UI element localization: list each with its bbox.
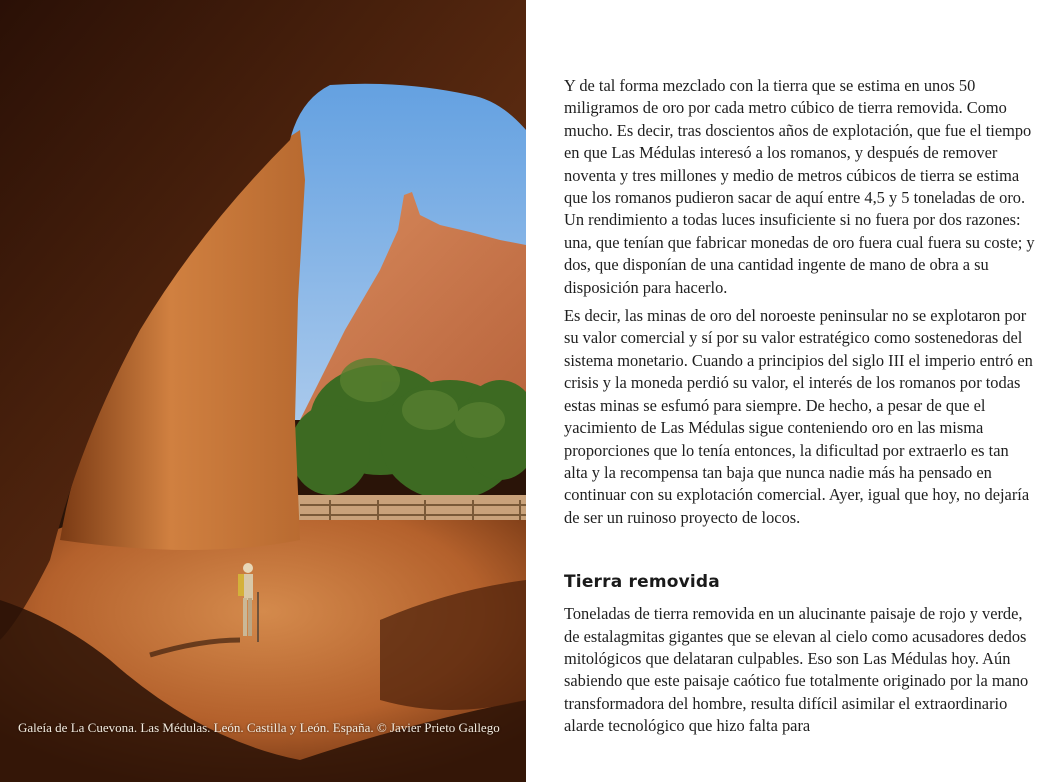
section-heading: Tierra removida (564, 572, 720, 593)
photo-caption: Galeía de La Cuevona. Las Médulas. León. Castilla y León. España. © Javier Prieto Gallego (18, 720, 500, 735)
article-paragraph: Es decir, las minas de oro del noroeste peninsular no se explotaron por su valor comercial y sí por su valor estratégico como sostenedoras del sistema monetario. Cuando a principios del siglo III el imperio entró en crisis y la moneda perdió su valor, el interés de los romanos por todas estas minas se esfumó para siempre. De hecho, a pesar de que el yacimiento de Las Médulas sigue conteniendo oro en las misma proporciones que lo tenía entonces, la dificultad por extraerlo es tan alta y la recompensa tan baja que nunca nadie más ha pensado en continuar con su explotación comercial. Ayer, igual que hoy, no dejaría de ser un ruinoso proyecto de locos. (564, 306, 1033, 527)
article-paragraph: Toneladas de tierra removida en un alucinante paisaje de rojo y verde, de estalagmitas gigantes que se elevan al cielo como acusadores dedos mitológicos que delataran culpables. Eso son Las Médulas hoy. Aún sabiendo que este paisaje caótico fue totalmente originado por la mano transformadora del hombre, resulta difícil asimilar el extraordinario alarde tecnológico que hizo falta para (564, 604, 1029, 736)
article-column (564, 75, 1036, 744)
text-page (526, 0, 1050, 782)
article-paragraph: Y de tal forma mezclado con la tierra que se estima en unos 50 miligramos de oro por cada metro cúbico de tierra removida. Como mucho. Es decir, tras doscientos años de explotación, que fue el tiempo en que Las Médulas interesó a los romanos, y después de remover noventa y tres millones y medio de metros cúbicos de tierra se estima que los romanos pudieron sacar de aquí entre 4,5 y 5 toneladas de oro. Un rendimiento a todas luces insuficiente si no fuera por dos razones: una, que tenían que fabricar monedas de oro fuera cual fuera su coste; y dos, que disponían de una cantidad ingente de mano de obra a su disposición para hacerlo. (564, 76, 1035, 297)
